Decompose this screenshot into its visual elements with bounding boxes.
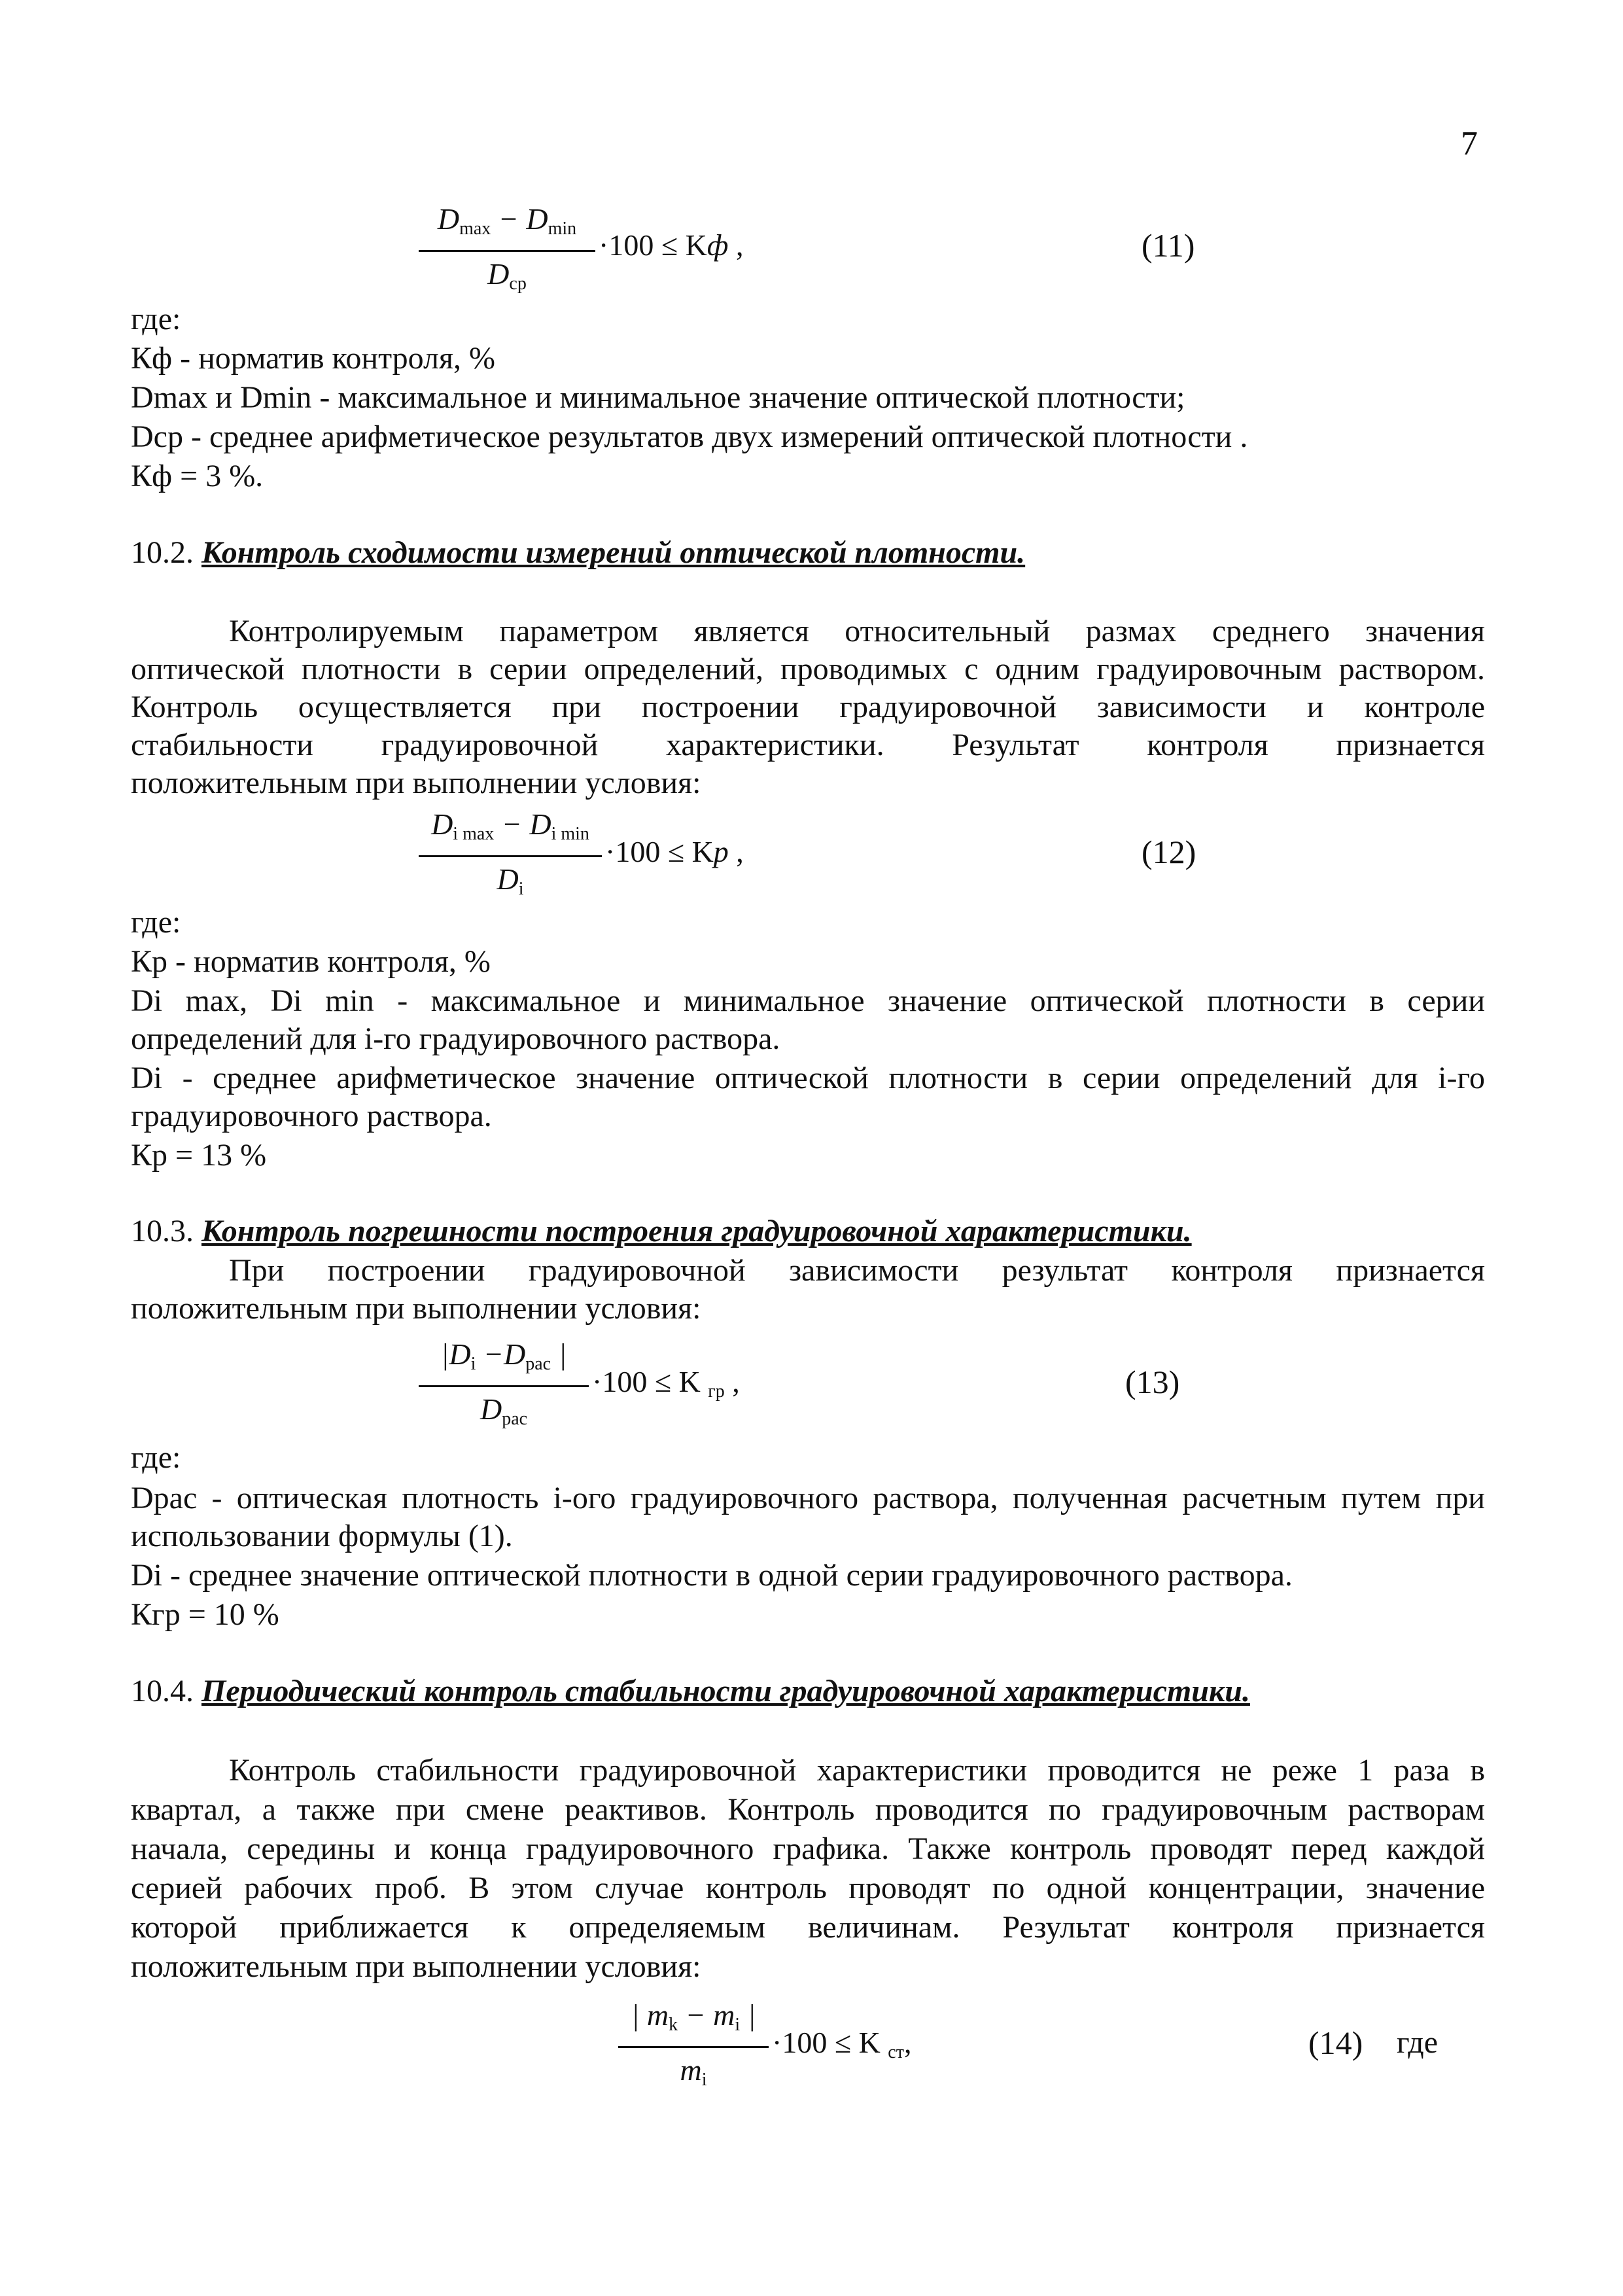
definition-line: где:	[131, 1440, 181, 1475]
equation-13-rest: ·100 ≤ K $_{гр}$ ,	[592, 1365, 740, 1402]
equation-12-number: (12)	[1142, 834, 1196, 870]
paragraph-line: стабильности градуировочной характеристики. Результат контроля признается	[131, 728, 1485, 762]
fraction-bar	[419, 250, 595, 252]
equation-11-number: (11)	[1142, 227, 1195, 264]
equation-13-fraction	[419, 1335, 589, 1439]
equation-14-fraction	[618, 1996, 769, 2100]
definition-line: где:	[131, 905, 181, 940]
equation-14-rest: ·100 ≤ K $_{ст}$,	[772, 2026, 912, 2062]
paragraph-line: которой приближается к определяемым величинам. Результат контроля признается	[131, 1910, 1485, 1945]
equation-11-denominator: $D_{cp}$	[487, 257, 527, 294]
definition-line: Кф = 3 %.	[131, 459, 264, 493]
equation-12-numerator: $D_{i max} - D_{i min}$	[431, 807, 589, 844]
section-heading-10-2: 10.2. Контроль сходимости измерений оптической плотности.	[131, 535, 1026, 570]
paragraph-line: начала, середины и конца градуировочного графика. Также контроль проводят перед каждой	[131, 1831, 1485, 1866]
equation-14-trailing-word: где	[1397, 2025, 1439, 2060]
definition-line: Dср - среднее арифметическое результатов двух измерений оптической плотности .	[131, 419, 1248, 454]
equation-14-numerator: | $m_k - m_i$ |	[631, 1998, 756, 2035]
fraction-bar	[419, 855, 602, 857]
definition-line: Di - среднее арифметическое значение оптической плотности в серии определений для i-го	[131, 1061, 1485, 1095]
paragraph-line: положительным при выполнении условия:	[131, 1949, 701, 1984]
definition-line: использовании формулы (1).	[131, 1519, 513, 1553]
fraction-bar	[618, 2046, 769, 2048]
paragraph-line: положительным при выполнении условия:	[131, 1291, 701, 1326]
definition-line: градуировочного раствора.	[131, 1099, 492, 1133]
paragraph-line: положительным при выполнении условия:	[131, 766, 701, 800]
section-heading-10-4: 10.4. Периодический контроль стабильности градуировочной характеристики.	[131, 1674, 1250, 1708]
paragraph-line: Контроль осуществляется при построении градуировочной зависимости и контроле	[131, 690, 1485, 724]
paragraph-line: квартал, а также при смене реактивов. Контроль проводится по градуировочным растворам	[131, 1792, 1485, 1827]
definition-line: определений для i-го градуировочного раствора.	[131, 1021, 780, 1056]
paragraph-line: При построении градуировочной зависимости результат контроля признается	[229, 1253, 1485, 1288]
definition-line: Di - среднее значение оптической плотности в одной серии градуировочного раствора.	[131, 1558, 1293, 1593]
definition-line: где:	[131, 302, 181, 336]
equation-12-denominator: $D_i$	[497, 862, 524, 899]
definition-line: Кр = 13 %	[131, 1138, 267, 1173]
definition-line: Кгр = 10 %	[131, 1597, 279, 1632]
equation-13-number: (13)	[1125, 1364, 1180, 1400]
definition-line: Кф - норматив контроля, %	[131, 341, 496, 376]
equation-13-numerator: $|D_i -D_{рас}$ |	[440, 1337, 567, 1374]
equation-12-rest: ·100 ≤ Kp ,	[605, 835, 744, 868]
equation-14-number: (14)	[1308, 2024, 1363, 2061]
paragraph-line: оптической плотности в серии определений, проводимых с одним градуировочным раствором.	[131, 652, 1485, 686]
paragraph-line: серией рабочих проб. В этом случае контроль проводят по одной концентрации, значение	[131, 1871, 1485, 1905]
definition-line: Dрас - оптическая плотность i-ого градуировочного раствора, полученная расчетным путем при	[131, 1481, 1485, 1515]
equation-11-rest: ·100 ≤ Kф ,	[599, 228, 744, 262]
section-heading-10-3: 10.3. Контроль погрешности построения градуировочной характеристики.	[131, 1214, 1192, 1248]
page-number: 7	[1461, 125, 1478, 162]
fraction-bar	[419, 1385, 589, 1387]
equation-14-denominator: $m_i$	[680, 2053, 707, 2090]
equation-11-numerator: $D_{max} - D_{min}$	[437, 202, 577, 239]
equation-13-denominator: $D_{рас}$	[480, 1392, 528, 1429]
equation-11-fraction	[419, 200, 595, 304]
definition-line: Кр - норматив контроля, %	[131, 944, 491, 979]
equation-12-fraction	[419, 805, 602, 909]
paragraph-line: Контролируемым параметром является относительный размах среднего значения	[229, 614, 1485, 648]
paragraph-line: Контроль стабильности градуировочной характеристики проводится не реже 1 раза в	[229, 1753, 1485, 1788]
definition-line: Dmax и Dmin - максимальное и минимальное значение оптической плотности;	[131, 380, 1185, 415]
definition-line: Di max, Di min - максимальное и минимальное значение оптической плотности в серии	[131, 983, 1485, 1018]
